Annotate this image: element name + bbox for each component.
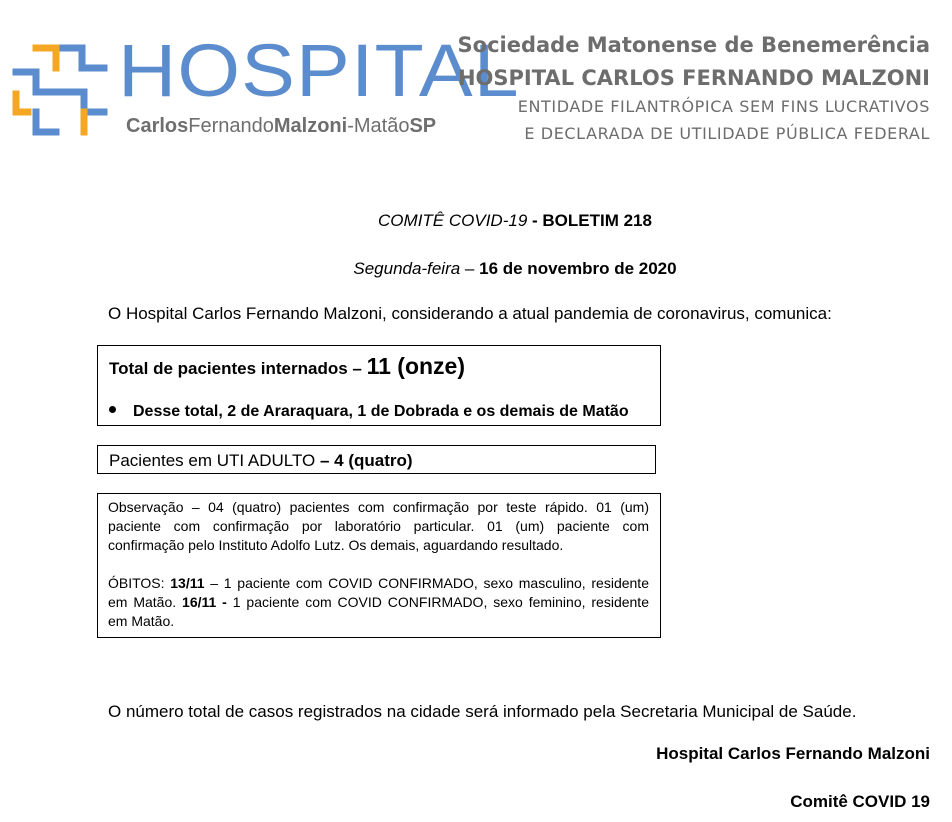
observation-box	[97, 493, 661, 638]
deaths-text: ÓBITOS: 13/11 – 1 paciente com COVID CONFIRMADO, sexo masculino, residente em Matão. 16/11 - 1 paciente com COVID CONFIRMADO, sexo feminino, residente em Matão.	[108, 575, 649, 629]
intro-paragraph: O Hospital Carlos Fernando Malzoni, considerando a atual pandemia de coronavirus, comunica:	[108, 304, 832, 323]
icu-box	[97, 445, 656, 474]
observation-text: Observação – 04 (quatro) pacientes com confirmação por teste rápido. 01 (um) paciente com confirmação por laboratório particular. 01 (um) paciente com confirmação pelo Instituto Adolfo Lutz. Os demais, aguardando resultado.	[108, 499, 649, 553]
header-entity-line1: ENTIDADE FILANTRÓPICA SEM FINS LUCRATIVOS	[517, 97, 930, 116]
inpatients-box	[97, 345, 661, 426]
header-hospital-name: HOSPITAL CARLOS FERNANDO MALZONI	[457, 66, 930, 90]
icu-patients: Pacientes em UTI ADULTO – 4 (quatro)	[109, 451, 413, 470]
closing-paragraph: O número total de casos registrados na cidade será informado pela Secretaria Municipal de Saúde.	[108, 702, 857, 721]
inpatients-total: Total de pacientes internados – 11 (onze)	[109, 353, 466, 379]
hospital-cross-logo-icon	[12, 42, 108, 138]
signature-hospital: Hospital Carlos Fernando Malzoni	[656, 744, 930, 763]
header-society-name: Sociedade Matonense de Benemerência	[457, 33, 930, 57]
bulletin-title: COMITÊ COVID-19 - BOLETIM 218	[378, 211, 652, 230]
logo-wordmark: HOSPITAL	[118, 29, 520, 112]
header-entity-line2: E DECLARADA DE UTILIDADE PÚBLICA FEDERAL	[524, 124, 930, 143]
signature-committee: Comitê COVID 19	[790, 792, 930, 811]
bullet-icon	[109, 406, 116, 413]
bulletin-date: Segunda-feira – 16 de novembro de 2020	[353, 259, 677, 278]
logo-subtitle: CarlosFernandoMalzoni-MatãoSP	[126, 115, 437, 137]
inpatients-origin-bullet: Desse total, 2 de Araraquara, 1 de Dobrada e os demais de Matão	[109, 403, 629, 421]
